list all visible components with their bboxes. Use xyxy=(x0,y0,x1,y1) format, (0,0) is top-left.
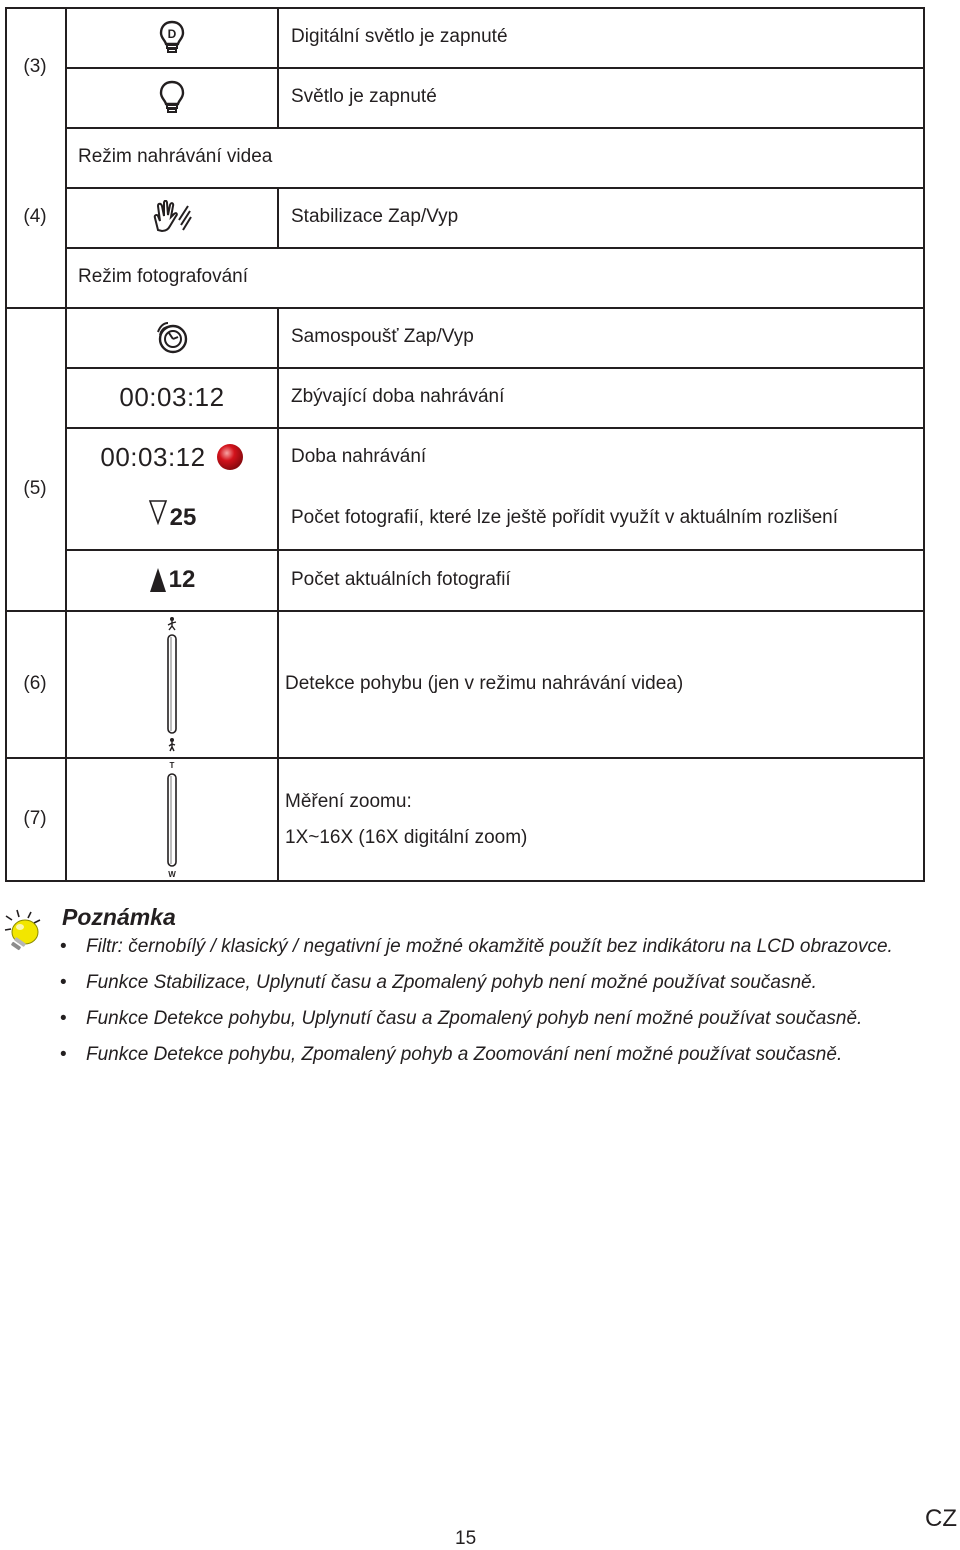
svg-text:D: D xyxy=(167,27,177,41)
current-photos-label: Počet aktuálních fotografií xyxy=(291,568,511,590)
stabilization-label: Stabilizace Zap/Vyp xyxy=(291,206,459,227)
remaining-time-label: Zbývající doba nahrávání xyxy=(291,386,505,407)
current-photos-value: 12 xyxy=(168,565,196,593)
note-title: Poznámka xyxy=(62,904,176,930)
icon-legend-table xyxy=(5,7,925,882)
note-list xyxy=(60,934,940,1078)
row-number-5: (5) xyxy=(23,477,47,499)
current-photos-cell xyxy=(67,549,277,610)
light-bulb-icon xyxy=(67,67,277,127)
row-number-6: (6) xyxy=(23,672,47,694)
page-number: 15 xyxy=(455,1528,477,1549)
zoom-wide-label: W xyxy=(168,869,176,879)
recording-time-label: Doba nahrávání xyxy=(291,446,427,467)
remaining-photos-label: Počet fotografií, které lze ještě pořídit využít v aktuálním rozlišení xyxy=(291,507,839,528)
photo-mode-heading: Režim fotografování xyxy=(78,266,249,287)
remaining-photos-cell xyxy=(67,487,277,549)
row-number-3: (3) xyxy=(23,56,47,77)
digital-light-label: Digitální světlo je zapnuté xyxy=(291,26,508,47)
note-item: • Funkce Detekce pohybu, Zpomalený pohyb a Zoomování není možné používat současně. xyxy=(60,1042,940,1067)
note-item: • Funkce Stabilizace, Uplynutí času a Zpomalený pohyb není možné používat současně. xyxy=(60,970,940,995)
zoom-range-label: 1X~16X (16X digitální zoom) xyxy=(285,827,528,848)
record-dot-icon xyxy=(216,443,244,471)
recording-time-value: 00:03:12 xyxy=(100,441,206,472)
language-code: CZ xyxy=(925,1505,957,1532)
zoom-bar-icon xyxy=(67,759,277,880)
remaining-time-cell xyxy=(67,367,277,427)
stabilization-hand-icon xyxy=(67,187,277,247)
self-timer-label: Samospoušť Zap/Vyp xyxy=(291,326,474,347)
triangle-outline-icon xyxy=(148,497,168,525)
self-timer-icon xyxy=(67,307,277,367)
digital-light-icon xyxy=(67,7,277,67)
zoom-tele-label: T xyxy=(169,760,175,770)
note-item: • Filtr: černobílý / klasický / negativní je možné okamžitě použít bez indikátoru na LCD obrazovce. xyxy=(60,934,940,959)
remaining-photos-value: 25 xyxy=(169,504,197,531)
motion-detect-label: Detekce pohybu (jen v režimu nahrávání videa) xyxy=(285,672,684,694)
video-mode-heading: Režim nahrávání videa xyxy=(78,146,273,167)
zoom-track xyxy=(166,772,178,868)
recording-time-cell xyxy=(67,427,277,487)
light-on-label: Světlo je zapnuté xyxy=(291,86,437,107)
note-item: • Funkce Detekce pohybu, Uplynutí času a Zpomalený pohyb není možné používat současně. xyxy=(60,1006,940,1031)
triangle-filled-icon xyxy=(149,566,167,594)
zoom-meter-label: Měření zoomu: xyxy=(285,791,412,812)
note-lightbulb-icon xyxy=(3,908,49,954)
remaining-time-value: 00:03:12 xyxy=(119,381,225,412)
row-number-7: (7) xyxy=(23,807,47,829)
row-number-4: (4) xyxy=(23,206,47,227)
motion-bar-icon xyxy=(67,610,277,757)
